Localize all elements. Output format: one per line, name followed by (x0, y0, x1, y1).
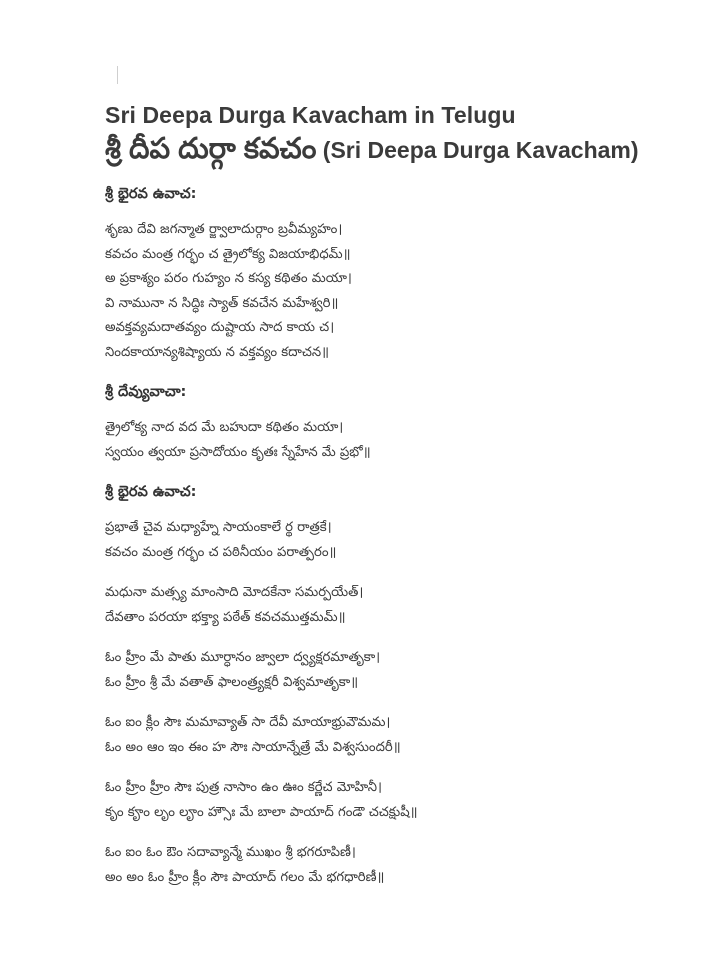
section-bhairava-uvacha-2 (105, 481, 665, 890)
verse-stanza (105, 776, 665, 825)
text-cursor-mark (117, 66, 118, 84)
telugu-title-script: శ్రీ దీప దుర్గా కవచం (105, 133, 317, 165)
verse-line: అవక్తవ్యమదాతవ్యం దుష్టాయ సాద కాయ చ। (105, 320, 335, 335)
page-title: Sri Deepa Durga Kavacham in Telugu (105, 102, 516, 128)
telugu-title-roman: (Sri Deepa Durga Kavacham) (322, 137, 639, 163)
verse-stanza (105, 646, 665, 695)
verse-line: అం అం ఓం హ్రీం క్లీం సౌః పాయాద్ గలం మే భగధారిణీ॥ (105, 869, 385, 885)
verse-stanza (105, 516, 665, 565)
verse-line: ఓం అం ఆం ఇం ఈం హ సౌః సాయాన్నేత్రే మే విశ్వసుందరీ॥ (105, 739, 401, 755)
document-content (105, 98, 665, 906)
verse-stanza (105, 711, 665, 760)
verse-line: శృణు దేవి జగన్మాత ర్జ్వాలాదుర్గాం బ్రవీమ్యహం। (105, 222, 343, 237)
verse-stanza (105, 581, 665, 630)
verse-line: స్వయం త్వయా ప్రసాదోయం కృతః స్నేహేన మే ప్రభో॥ (105, 444, 371, 460)
verse-stanza (105, 416, 665, 465)
verse-line: ప్రభాతే చైవ మధ్యాహ్నే సాయంకాలే ర్థ రాత్రకే। (105, 520, 332, 535)
verse-line: నిందకాయాన్యశిష్యాయ న వక్తవ్యం కదాచన॥ (105, 344, 330, 360)
verse-line: వి నామునా న సిద్ధిః స్యాత్ కవచేన మహేశ్వరి॥ (105, 295, 339, 311)
section-heading: శ్రీ భైరవ ఉవాచ: (105, 484, 197, 500)
section-heading: శ్రీ దేవ్యువాచా: (105, 384, 187, 400)
verse-line: కృం కౄం లృం లౄం హ్సౌః మే బాలా పాయాద్ గండౌ చచక్షుషీ॥ (105, 804, 418, 820)
verse-stanza (105, 841, 665, 890)
verse-line: ఓం హ్రీం మే పాతు మూర్ధానం జ్వాలా ద్వ్యక్షరమాతృకా। (105, 650, 381, 665)
verse-line: దేవతాం పరయా భక్త్యా పఠేత్ కవచముత్తమమ్॥ (105, 609, 346, 625)
verse-line: ఓం ఐం క్లీం సౌః మమావ్యాత్ సా దేవీ మాయాభ్రువౌమమ। (105, 715, 391, 730)
section-devi-uvacha (105, 381, 665, 465)
verse-line: ఓం హ్రీం హ్రీం సౌః పుత్ర నాసాం ఉం ఊం కర్ణేచ మోహినీ। (105, 780, 382, 795)
verse-line: ఓం ఐం ఓం ఔం సదావ్యాన్మే ముఖం శ్రీ భగరూపిణీ। (105, 845, 356, 860)
verse-line: మధునా మత్స్య మాంసాది మోదకేనా సమర్పయేత్। (105, 585, 364, 600)
verse-line: ఓం హ్రీం శ్రీ మే వతాత్ ఫాలంత్ర్యక్షరీ విశ్వమాతృకా॥ (105, 674, 359, 690)
verse-line: త్రైలోక్య నాద వద మే బహుదా కథితం మయా। (105, 420, 344, 435)
section-bhairava-uvacha-1 (105, 183, 665, 365)
section-heading: శ్రీ భైరవ ఉవాచ: (105, 186, 197, 202)
telugu-title (105, 132, 665, 167)
verse-line: అ ప్రకాశ్యం పరం గుహ్యం న కస్య కథితం మయా। (105, 271, 352, 286)
verse-stanza (105, 218, 665, 365)
verse-line: కవచం మంత్ర గర్భం చ పఠినీయం పరాత్పరం॥ (105, 544, 337, 560)
verse-line: కవచం మంత్ర గర్భం చ త్రైలోక్య విజయాభిధమ్॥ (105, 246, 351, 262)
